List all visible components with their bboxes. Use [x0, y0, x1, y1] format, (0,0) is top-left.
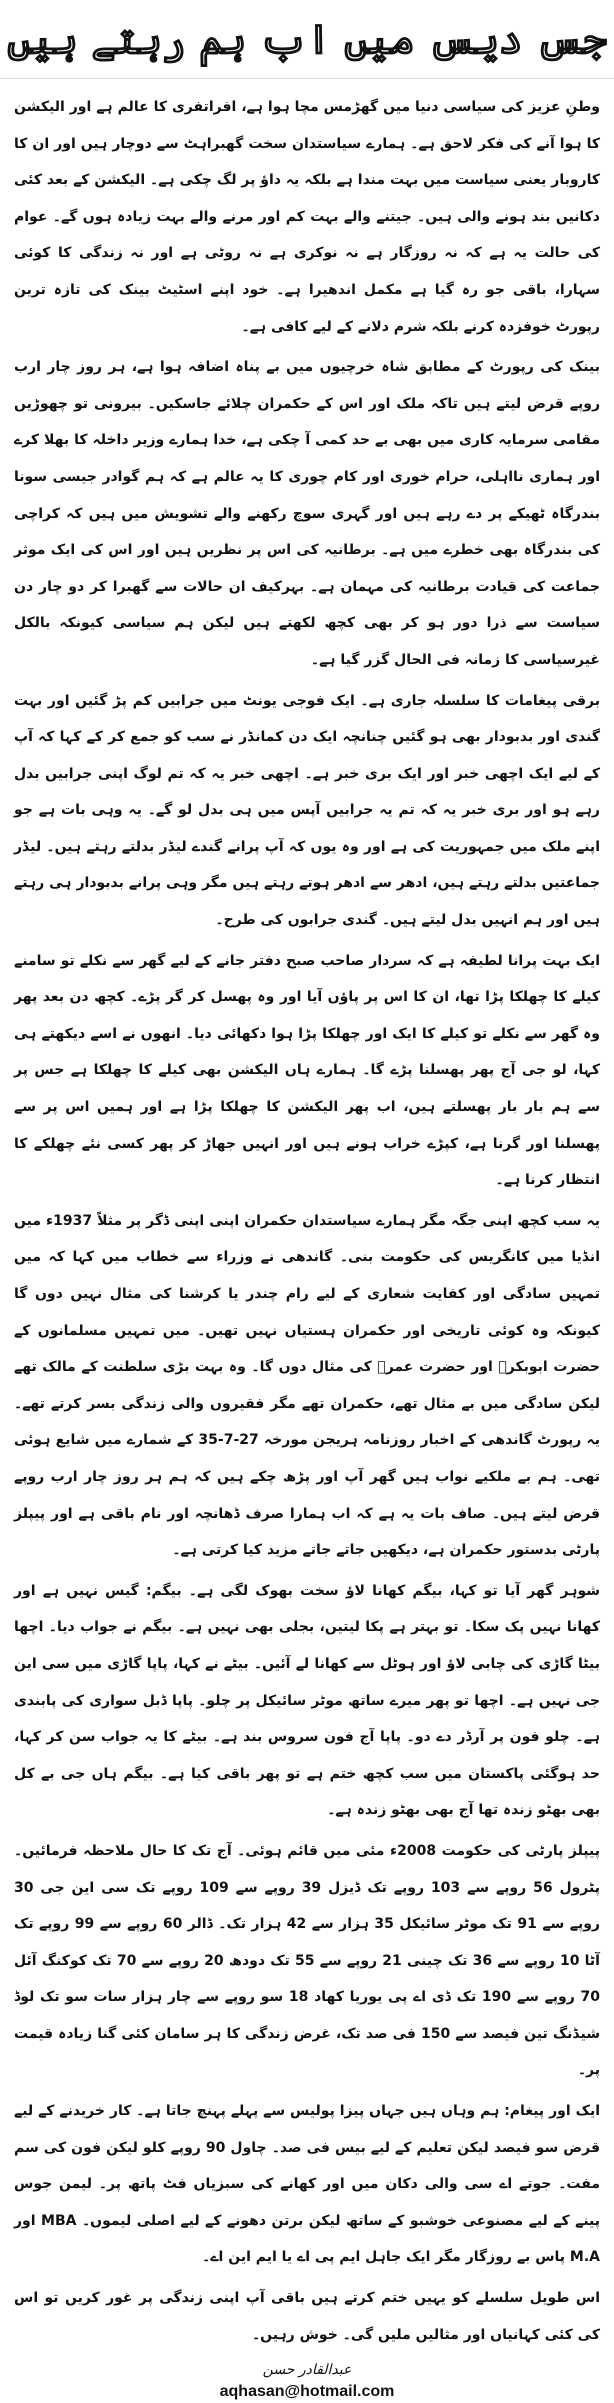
paragraph-2: بینک کی رپورٹ کے مطابق شاہ خرچیوں میں بے پناہ اضافہ ہوا ہے، ہر روز چار ارب روپے قرض لیتے ہیں تاکہ ملک اور اس کے حکمران چلائے جاسکیں۔ بیرونی تو چھوڑیں مقامی سرمایہ کاری میں بھی بے حد کمی آ چکی ہے، خدا ہمارے وزیر داخلہ کا بھلا کرے اور ہماری نااہلی، حرام خوری اور کام چوری کا یہ عالم ہے کہ ہم گوادر جیسی سونا بندرگاہ ٹھیکے پر دے رہے ہیں اور گہری سوچ رکھنے والے تشویش میں ہیں کہ کراچی کی بندرگاہ بھی خطرے میں ہے۔ برطانیہ کی اس پر نظریں ہیں اور اس کی ایک موثر جماعت کی قیادت برطانیہ کی مہمان ہے۔ بہرکیف ان حالات سے گھبرا کر دو چار دن سیاست سے ذرا دور ہو کر بھی کچھ لکھتے ہیں لیکن ہم سیاسی کیونکہ بالکل غیرسیاسی کا زمانہ فی الحال گزر گیا ہے۔ [14, 359, 600, 668]
paragraph-5: یہ سب کچھ اپنی جگہ مگر ہمارے سیاستدان حکمران اپنی اپنی ڈگر پر مثلاً 1937ء میں انڈیا میں کانگریس کی حکومت بنی۔ گاندھی نے وزراء سے خطاب میں کہا کہ میں تمہیں سادگی اور کفایت شعاری کے لیے رام چندر یا کرشنا کی مثال نہیں دوں گا کیونکہ وہ کوئی تاریخی اور حکمران ہستیاں نہیں تھیں۔ میں تمہیں مسلمانوں کے حضرت ابوبکرؓ اور حضرت عمرؓ کی مثال دوں گا۔ وہ بہت بڑی سلطنت کے مالک تھے لیکن سادگی میں بے مثال تھے، حکمران تھے مگر فقیروں والی زندگی بسر کرتے تھے۔ یہ رپورٹ گاندھی کے اخبار روزنامہ ہریجن مورخہ 27-7-35 کے شمارے میں شایع ہوئی تھی۔ ہم بے ملکیے نواب ہیں گھر آپ اور پڑھ چکے ہیں کہ ہم ہر روز چار ارب روپے قرض لیتے ہیں۔ صاف بات یہ ہے کہ اب ہمارا صرف ڈھانچہ اور نام باقی ہے اور پیپلز پارٹی بدستور حکمران ہے، دیکھیں جاتے جاتے مزید کیا کرتی ہے۔ [14, 1212, 600, 1559]
column-title: جس دیس میں اب ہم رہتے ہیں [7, 15, 607, 63]
title-banner [0, 0, 614, 79]
paragraph-4: ایک بہت پرانا لطیفہ ہے کہ سردار صاحب صبح دفتر جانے کے لیے گھر سے نکلے تو سامنے کیلے کا چھلکا پڑا تھا، ان کا اس پر پاؤں آیا اور وہ پھسل کر گر پڑے۔ کچھ دن بعد پھر وہ گھر سے نکلے تو کیلے کا ایک اور چھلکا پڑا ہوا دکھائی دیا۔ انھوں نے اسے دیکھتے ہی کہا، لو جی آج پھر پھسلنا پڑے گا۔ ہمارے ہاں الیکشن بھی کیلے کا چھلکا ہے جس پر سے ہم بار بار پھسلتے ہیں، اب پھر الیکشن کا چھلکا پڑا ہے اور ہمیں اس پر سے پھسلنا اور گرنا ہے، کپڑے خراب ہونے ہیں اور انہیں جھاڑ کر پھر کسی نئے چھلکے کا انتظار کرنا ہے۔ [14, 952, 600, 1189]
paragraph-8: ایک اور پیغام: ہم وہاں ہیں جہاں پیزا پولیس سے پہلے پہنچ جاتا ہے۔ کار خریدنے کے لیے قرض سو فیصد لیکن تعلیم کے لیے بیس فی صد۔ چاول 90 روپے کلو لیکن فون کی سم مفت۔ جوتے اے سی والی دکان میں اور کھانے کی سبزیاں فٹ پاتھ پر۔ لیمن جوس پینے کے لیے مصنوعی خوشبو کے ساتھ لیکن برتن دھونے کے لیے اصلی لیموں۔ MBA اور M.A پاس بے روزگار مگر ایک جاہل ایم پی اے یا ایم این اے۔ [14, 2103, 601, 2266]
paragraph-6: شوہر گھر آیا تو کہا، بیگم کھانا لاؤ سخت بھوک لگی ہے۔ بیگم: گیس نہیں ہے اور کھانا نہیں پک سکا۔ تو بہتر ہے پکا لیتیں، بجلی بھی نہیں ہے۔ بیگم نے جواب دیا۔ اچھا بیٹا گاڑی کی چابی لاؤ اور ہوٹل سے کھانا لے آئیں۔ بیٹے نے کہا، پاپا گاڑی میں سی این جی نہیں ہے۔ اچھا تو پھر میرے ساتھ موٹر سائیکل پر چلو۔ پاپا ڈبل سواری کی پابندی ہے۔ چلو فون پر آرڈر دے دو۔ پاپا آج فون سروس بند ہے۔ بیٹے کا یہ جواب سن کر کہا، حد ہوگئی پاکستان میں سب کچھ ختم ہے تو پھر باقی کیا ہے۔ بیگم ہاں جی بے کل بھی بھٹو زندہ تھا آج بھی بھٹو زندہ ہے۔ [14, 1582, 600, 1819]
article-body [14, 79, 600, 2353]
author-email[interactable]: aqhasan@hotmail.com [219, 2383, 395, 2401]
paragraph-3: برقی پیغامات کا سلسلہ جاری ہے۔ ایک فوجی یونٹ میں جرابیں کم پڑ گئیں اور بہت گندی اور بدبودار بھی ہو گئیں چنانچہ ایک دن کمانڈر نے سب کو جمع کر کے کہا کہ آپ کے لیے ایک اچھی خبر اور ایک بری خبر ہے۔ اچھی خبر یہ کہ تم لوگ اپنی جرابیں بدل رہے ہو اور بری خبر یہ کہ تم یہ جرابیں آپس میں ہی بدل لو گے۔ یہ وہی بات ہے جو اپنے ملک میں جمہوریت کی ہے اور وہ یوں کہ آپ پرانے گندے لیڈر بدلتے رہتے ہیں۔ لیڈر جماعتیں بدلتے رہتے ہیں، ادھر سے ادھر ہوتے رہتے ہیں مگر وہی پرانے بدبودار ہی رہتے ہیں اور ہم انہیں بدل لیتے ہیں۔ گندی جرابوں کی طرح۔ [14, 692, 600, 929]
paragraph-9: اس طویل سلسلے کو یہیں ختم کرتے ہیں باقی آپ اپنی زندگی پر غور کریں تو اس کی کئی کہانیاں اور مثالیں ملیں گی۔ خوش رہیں۔ [14, 2290, 600, 2343]
author-signature [14, 2359, 600, 2403]
paragraph-7: پیپلز پارٹی کی حکومت 2008ء مئی میں قائم ہوئی۔ آج تک کا حال ملاحظہ فرمائیں۔ پٹرول 56 روپے سے 103 روپے تک ڈیزل 39 روپے سے 109 روپے تک سی این جی 30 روپے سے 91 تک موٹر سائیکل 35 ہزار سے 42 ہزار تک۔ ڈالر 60 روپے سے 99 روپے تک آٹا 10 روپے سے 36 تک چینی 21 روپے سے 55 تک دودھ 20 روپے سے 70 تک کوکنگ آئل 70 روپے سے 190 تک ڈی اے پی یوریا کھاد 18 سو روپے سے چار ہزار سات سو تک لوڈ شیڈنگ تین فیصد سے 150 فی صد تک، غرض زندگی کا ہر سامان کئی گنا زیادہ قیمت پر۔ [14, 1842, 600, 2079]
paragraph-1: وطنِ عزیز کی سیاسی دنیا میں گھڑمس مچا ہوا ہے، افراتفری کا عالم ہے اور الیکشن کا ہوا آنے کی فکر لاحق ہے۔ ہمارے سیاستدان سخت گھبراہٹ سے دوچار ہیں اور ان کا کاروبار یعنی سیاست میں بہت مندا ہے بلکہ یہ داؤ پر لگ چکی ہے۔ الیکشن کے بعد کئی دکانیں بند ہونے والی ہیں۔ جیتنے والے بہت کم اور مرنے والے بہت زیادہ ہوں گے۔ عوام کی حالت یہ ہے کہ نہ روزگار ہے نہ نوکری ہے نہ روٹی ہے اور نہ زندگی کا کوئی سہارا، باقی جو رہ گیا ہے مکمل اندھیرا ہے۔ خود اپنے اسٹیٹ بینک کی تازہ ترین رپورٹ خوفزدہ کرنے بلکہ شرم دلانے کے لیے کافی ہے۔ [14, 99, 600, 335]
author-name: عبدالقادر حسن [262, 2362, 352, 2379]
